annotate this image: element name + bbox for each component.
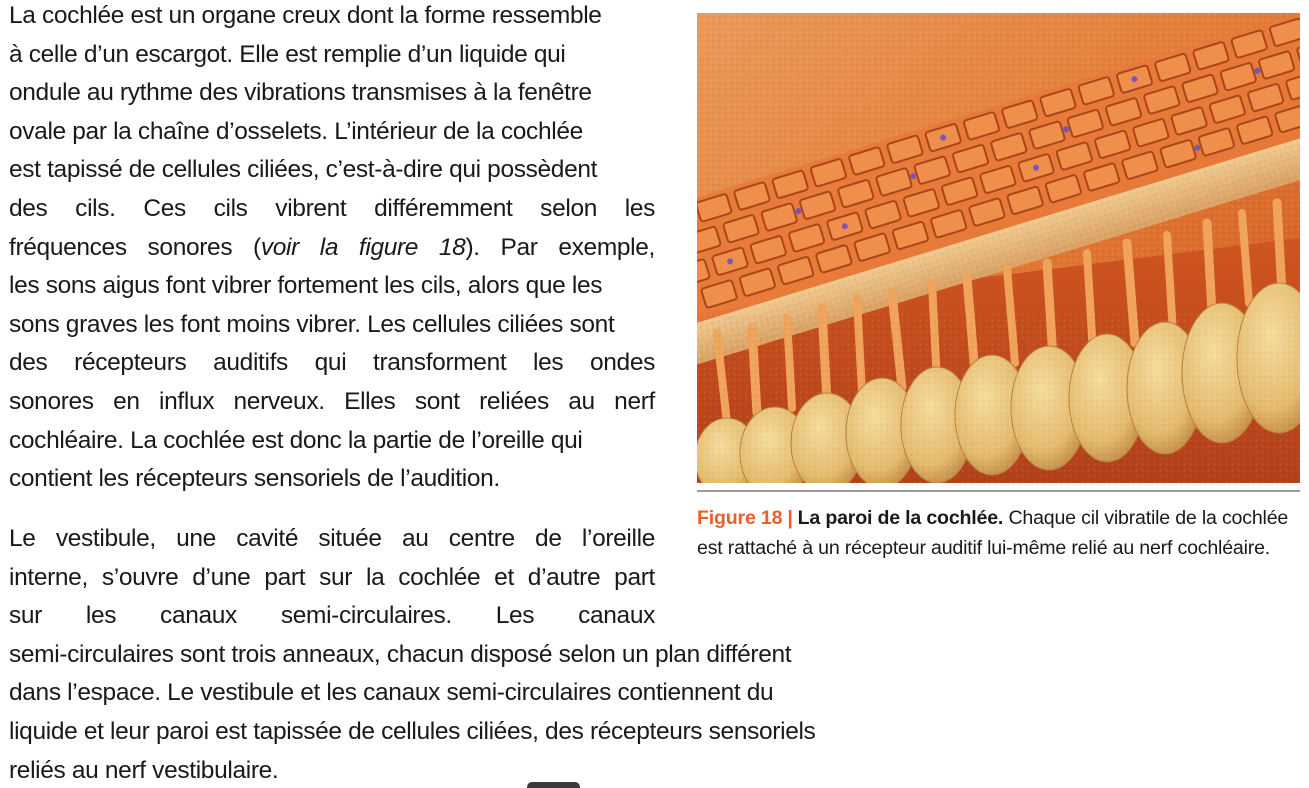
text-line: Le vestibule, une cavité située au centre de l’oreille — [9, 525, 655, 552]
text-line: semi-circulaires sont trois anneaux, chacun disposé selon un plan différent — [9, 640, 792, 668]
text-line-with-figure-reference — [9, 229, 655, 268]
text-line: sur les canaux semi-circulaires. Les canaux — [9, 602, 655, 630]
text-segment: fréquences sonores ( — [9, 233, 261, 261]
text-line: interne, s’ouvre d’une part sur la cochlée et d’autre part — [9, 563, 655, 591]
text-line: des récepteurs auditifs qui transforment les ondes — [9, 349, 655, 377]
text-line: des cils. Ces cils vibrent différemment selon les — [9, 194, 655, 222]
figure-divider — [697, 490, 1300, 492]
text-line: sons graves les font moins vibrer. Les cellules ciliées sont — [9, 310, 615, 338]
text-line: est tapissé de cellules ciliées, c’est-à-dire qui possèdent — [9, 156, 598, 184]
page-scroll-handle[interactable] — [527, 782, 580, 788]
figure-caption — [697, 503, 1305, 563]
figure-description: Chaque cil vibratile de la cochlée est rattaché à un récepteur auditif lui-même relié au nerf cochléaire. — [697, 507, 1289, 559]
text-line: cochléaire. La cochlée est donc la partie de l’oreille qui — [9, 426, 583, 454]
text-line: ondule au rythme des vibrations transmises à la fenêtre — [9, 79, 592, 107]
text-line: les sons aigus font vibrer fortement les cils, alors que les — [9, 272, 603, 300]
text-segment: ). Par exemple, — [465, 233, 655, 261]
text-line: contient les récepteurs sensoriels de l’audition. — [9, 465, 500, 493]
text-line: La cochlée est un organe creux dont la forme ressemble — [9, 2, 602, 29]
text-line: à celle d’un escargot. Elle est remplie d’un liquide qui — [9, 40, 566, 68]
figure-reference-link: voir la figure 18 — [260, 233, 466, 261]
text-line: dans l’espace. Le vestibule et les canaux semi-circulaires contiennent du — [9, 679, 774, 707]
text-line: liquide et leur paroi est tapissée de cellules ciliées, des récepteurs sensoriels — [9, 717, 816, 745]
text-line: ovale par la chaîne d’osselets. L’intérieur de la cochlée — [9, 117, 583, 145]
figure-separator: | — [787, 507, 793, 529]
figure-title: La paroi de la cochlée. — [797, 507, 1004, 529]
text-line: reliés au nerf vestibulaire. — [9, 756, 279, 784]
cochlea-micrograph-image — [697, 13, 1300, 483]
text-line: sonores en influx nerveux. Elles sont reliées au nerf — [9, 387, 655, 415]
paragraph-cochlea — [9, 0, 655, 499]
figure-label: Figure 18 — [697, 507, 783, 529]
